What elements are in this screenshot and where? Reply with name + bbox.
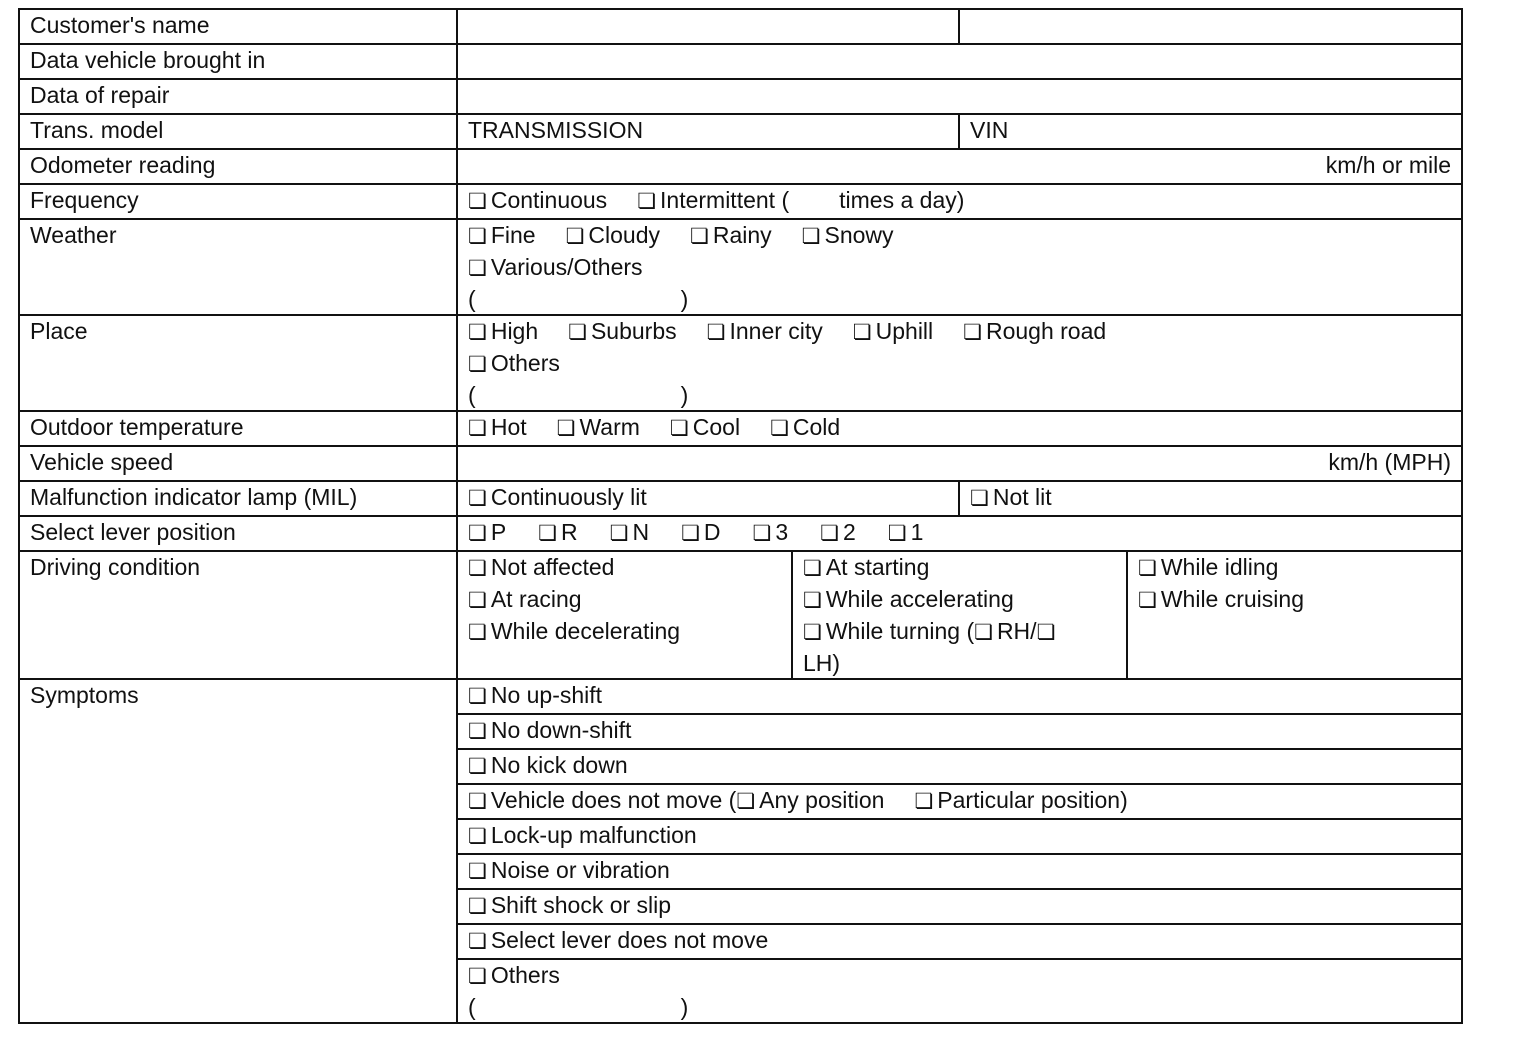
option-label: Noise or vibration [490,857,670,883]
label-vehicle-speed: Vehicle speed [19,446,457,481]
checkbox-icon[interactable]: ❏ [468,930,487,953]
option-label-any: Any position [759,787,885,813]
option-while-idling[interactable] [1138,552,1451,584]
option-rainy[interactable] [690,220,772,252]
option-lever-1[interactable] [888,517,924,549]
option-rough-road[interactable] [963,316,1106,348]
option-continuously-lit[interactable] [457,481,959,516]
option-label: No up-shift [490,682,603,708]
row-place [19,315,1462,411]
option-label: While cruising [1160,586,1304,612]
driving-col-3 [1127,552,1461,678]
row-customer-name [19,9,1462,44]
option-intermittent[interactable] [637,185,964,217]
option-label: While accelerating [825,586,1014,612]
option-label: Various/Others [490,254,643,280]
checkbox-icon[interactable]: ❏ [803,557,822,580]
option-lever-3[interactable] [753,517,789,549]
option-shift-shock-or-slip[interactable] [457,889,1462,924]
option-lever-d[interactable] [681,517,720,549]
checkbox-icon[interactable]: ❏ [803,589,822,612]
label-symptoms: Symptoms [19,679,457,1023]
odometer-unit: km/h or mile [1325,152,1451,178]
label-driving-condition: Driving condition [19,551,457,679]
option-label-particular: Particular position) [937,787,1128,813]
paren-open: ( [468,994,476,1020]
input-date-brought-in[interactable] [457,44,1462,79]
checkbox-icon[interactable]: ❏ [468,321,487,344]
field-select-lever [457,516,1462,551]
checkbox-icon[interactable]: ❏ [468,257,487,280]
checkbox-icon[interactable]: ❏ [1138,557,1157,580]
label-select-lever: Select lever position [19,516,457,551]
option-no-down-shift[interactable] [457,714,1462,749]
option-at-racing[interactable] [468,584,781,616]
checkbox-icon[interactable]: ❏ [468,589,487,612]
field-place [457,315,1462,411]
option-symptom-others[interactable] [468,960,1451,992]
input-customer-name-1[interactable] [457,9,959,44]
label-date-repair: Data of repair [19,79,457,114]
checkbox-icon[interactable]: ❏ [468,860,487,883]
checkbox-icon[interactable]: ❏ [770,417,789,440]
option-label: Vehicle does not move ( [490,787,737,813]
checkbox-icon[interactable]: ❏ [556,417,576,440]
checkbox-icon[interactable]: ❏ [538,522,557,545]
option-label-rh: RH/ [996,618,1037,644]
field-symptom-others [457,959,1462,1023]
option-while-cruising[interactable] [1138,584,1451,616]
checkbox-icon[interactable]: ❏ [736,790,756,813]
checkbox-icon[interactable]: ❏ [803,621,822,644]
option-label-suffix: times a day) [839,187,965,213]
field-vin[interactable]: VIN [959,114,1462,149]
option-suburbs[interactable] [568,316,677,348]
option-label: Cold [792,414,841,440]
checkbox-icon[interactable]: ❏ [468,965,487,988]
option-label: Uphill [875,318,934,344]
option-various-others[interactable] [468,252,1451,284]
checkbox-icon[interactable]: ❏ [468,685,487,708]
row-vehicle-speed [19,446,1462,481]
option-label: Others [490,962,560,988]
checkbox-icon[interactable]: ❏ [801,225,821,248]
option-cloudy[interactable] [566,220,660,252]
paren-close: ) [680,286,689,312]
checkbox-icon[interactable]: ❏ [1036,621,1056,644]
option-label: Continuously lit [490,484,647,510]
option-label: While decelerating [490,618,681,644]
option-at-starting[interactable] [803,552,1116,584]
option-not-lit[interactable] [959,481,1462,516]
label-odometer: Odometer reading [19,149,457,184]
option-noise-or-vibration[interactable] [457,854,1462,889]
checkbox-icon[interactable]: ❏ [706,321,726,344]
option-label: Inner city [729,318,823,344]
option-label: Lock-up malfunction [490,822,697,848]
driving-condition-grid [458,552,1461,678]
option-label: Not affected [490,554,615,580]
option-place-others[interactable] [468,348,1451,380]
checkbox-icon[interactable]: ❏ [852,321,872,344]
checkbox-icon[interactable]: ❏ [914,790,934,813]
option-while-accelerating[interactable] [803,584,1116,616]
label-place: Place [19,315,457,411]
field-vehicle-speed[interactable] [457,446,1462,481]
option-label: Rainy [712,222,772,248]
option-label: Cool [692,414,741,440]
checkbox-icon[interactable]: ❏ [468,755,487,778]
option-cool[interactable] [670,412,740,444]
option-lever-2[interactable] [820,517,856,549]
checkbox-icon[interactable]: ❏ [820,522,839,545]
label-customer-name: Customer's name [19,9,457,44]
row-date-repair [19,79,1462,114]
checkbox-icon[interactable]: ❏ [963,321,982,344]
option-label: 1 [910,519,924,545]
option-while-decelerating[interactable] [468,616,781,648]
paren-close: ) [680,382,689,408]
symptom-other-blank[interactable] [468,992,1451,1022]
option-label: High [490,318,539,344]
checkbox-icon[interactable]: ❏ [681,522,700,545]
option-lever-n[interactable] [610,517,649,549]
field-driving-condition [457,551,1462,679]
option-label: R [561,519,578,545]
option-label: At starting [825,554,930,580]
driving-col-1 [458,552,792,678]
option-label: Fine [490,222,536,248]
option-fine[interactable] [468,220,536,252]
label-mil: Malfunction indicator lamp (MIL) [19,481,457,516]
field-odometer[interactable] [457,149,1462,184]
option-label: P [490,519,507,545]
row-driving-condition [19,551,1462,679]
row-temperature [19,411,1462,446]
label-trans-model: Trans. model [19,114,457,149]
paren-close: ) [680,994,689,1020]
row-symptoms [19,679,1462,714]
speed-unit: km/h (MPH) [1328,449,1451,475]
option-label: While turning ( [825,618,975,644]
option-label: Hot [490,414,527,440]
checkbox-icon[interactable]: ❏ [468,522,487,545]
option-no-kick-down[interactable] [457,749,1462,784]
checkbox-icon[interactable]: ❏ [468,895,487,918]
option-label: No kick down [490,752,628,778]
label-weather: Weather [19,219,457,315]
option-continuous[interactable] [468,185,607,217]
field-frequency [457,184,1462,219]
option-label: No down-shift [490,717,632,743]
checkbox-icon[interactable]: ❏ [1138,589,1157,612]
option-label: Warm [579,414,640,440]
option-hot[interactable] [468,412,527,444]
field-transmission[interactable]: TRANSMISSION [457,114,959,149]
option-label: Intermittent ( [660,187,790,213]
checkbox-icon[interactable]: ❏ [468,417,487,440]
option-label: At racing [490,586,582,612]
checkbox-icon[interactable]: ❏ [468,225,487,248]
option-not-affected[interactable] [468,552,781,584]
paren-open: ( [468,382,476,408]
row-weather [19,219,1462,315]
option-label: 3 [775,519,789,545]
field-weather [457,219,1462,315]
checkbox-icon[interactable]: ❏ [970,487,989,510]
option-label: Snowy [824,222,894,248]
row-trans-model [19,114,1462,149]
label-temperature: Outdoor temperature [19,411,457,446]
option-lever-r[interactable] [538,517,577,549]
row-mil [19,481,1462,516]
option-label: 2 [842,519,856,545]
input-date-repair[interactable] [457,79,1462,114]
checkbox-icon[interactable]: ❏ [468,621,487,644]
option-label: D [703,519,721,545]
paren-open: ( [468,286,476,312]
option-select-lever-does-not-move[interactable] [457,924,1462,959]
place-other-blank[interactable] [468,380,1451,410]
option-lever-p[interactable] [468,517,506,549]
label-date-brought-in: Data vehicle brought in [19,44,457,79]
checkbox-icon[interactable]: ❏ [468,190,487,213]
option-label: Rough road [985,318,1107,344]
option-uphill[interactable] [853,316,933,348]
option-inner-city[interactable] [707,316,823,348]
row-odometer [19,149,1462,184]
checkbox-icon[interactable]: ❏ [565,225,585,248]
option-lh-label: LH) [803,650,841,676]
option-while-turning[interactable] [803,616,1116,648]
option-label: While idling [1160,554,1279,580]
option-label: Cloudy [588,222,661,248]
checkbox-icon[interactable]: ❏ [468,825,487,848]
option-label: Continuous [490,187,608,213]
checkbox-icon[interactable]: ❏ [887,522,907,545]
driving-col-2 [792,552,1127,678]
option-warm[interactable] [557,412,640,444]
checkbox-icon[interactable]: ❏ [690,225,709,248]
checkbox-icon[interactable]: ❏ [468,353,487,376]
checkbox-icon[interactable]: ❏ [468,720,487,743]
checkbox-icon[interactable]: ❏ [568,321,587,344]
option-label: Select lever does not move [490,927,769,953]
checkbox-icon[interactable]: ❏ [669,417,689,440]
option-label: Others [490,350,560,376]
checkbox-icon[interactable]: ❏ [974,621,993,644]
row-date-brought-in [19,44,1462,79]
row-select-lever [19,516,1462,551]
option-snowy[interactable] [802,220,894,252]
option-label: N [632,519,650,545]
checkbox-icon[interactable]: ❏ [609,522,629,545]
input-customer-name-2[interactable] [959,9,1462,44]
field-temperature [457,411,1462,446]
checkbox-icon[interactable]: ❏ [468,487,487,510]
checkbox-icon[interactable]: ❏ [637,190,657,213]
checkbox-icon[interactable]: ❏ [468,790,487,813]
option-label: Not lit [992,484,1052,510]
label-frequency: Frequency [19,184,457,219]
option-high[interactable] [468,316,538,348]
option-no-up-shift[interactable] [457,679,1462,714]
option-label: Shift shock or slip [490,892,672,918]
option-cold[interactable] [770,412,840,444]
checkbox-icon[interactable]: ❏ [468,557,487,580]
diagnostic-worksheet [18,8,1463,1024]
option-vehicle-does-not-move[interactable] [457,784,1462,819]
option-label: Suburbs [590,318,677,344]
row-frequency [19,184,1462,219]
weather-other-blank[interactable] [468,284,1451,314]
checkbox-icon[interactable]: ❏ [752,522,772,545]
option-lock-up-malfunction[interactable] [457,819,1462,854]
